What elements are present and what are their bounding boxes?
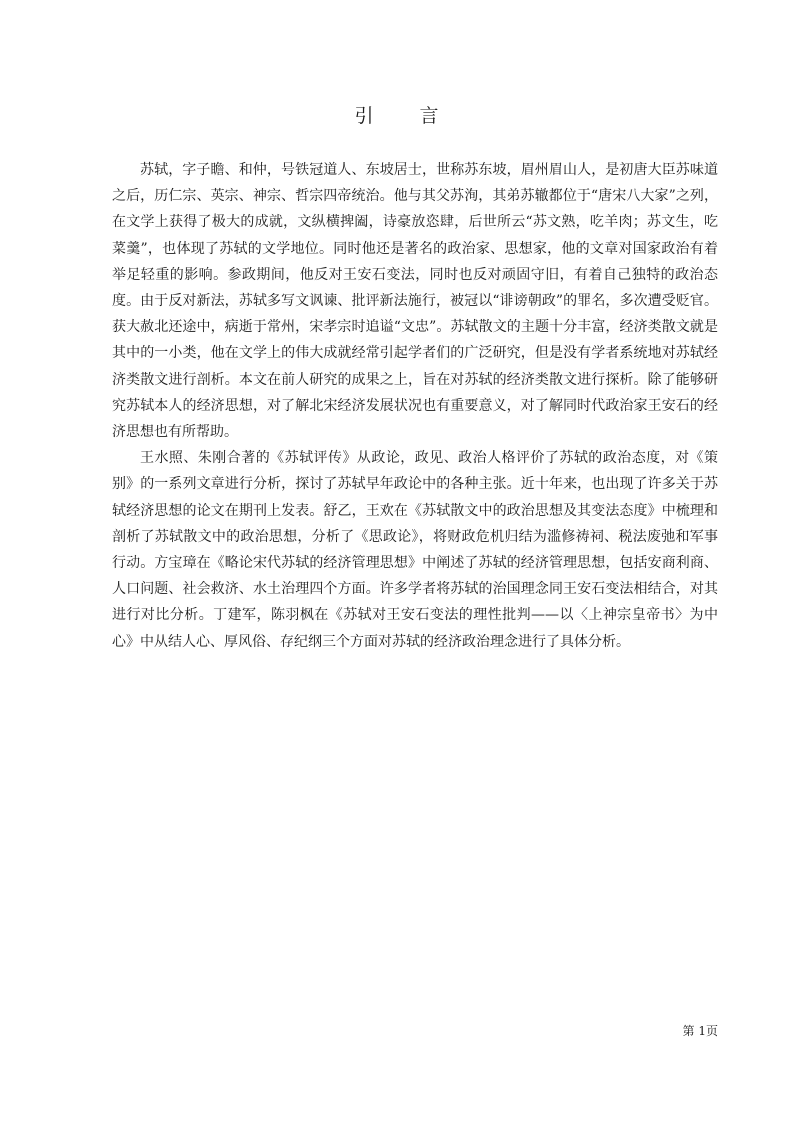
- paragraph-1: 苏轼，字子瞻、和仲，号铁冠道人、东坡居士，世称苏东坡，眉州眉山人，是初唐大臣苏味道之后，历仁宗、英宗、神宗、哲宗四帝统治。他与其父苏洵，其弟苏辙都位于“唐宋八大家”之列，在文学上获得了极大的成就，文纵横捭阖，诗豪放恣肆，后世所云“苏文熟，吃羊肉；苏文生，吃菜羹”，也体现了苏轼的文学地位。同时他还是著名的政治家、思想家，他的文章对国家政治有着举足轻重的影响。参政期间，他反对王安石变法，同时也反对顽固守旧，有着自己独特的政治态度。由于反对新法，苏轼多写文讽谏、批评新法施行，被冠以“诽谤朝政”的罪名，多次遭受贬官。获大赦北还途中，病逝于常州，宋孝宗时追谥“文忠”。苏轼散文的主题十分丰富，经济类散文就是其中的一小类，他在文学上的伟大成就经常引起学者们的广泛研究，但是没有学者系统地对苏轼经济类散文进行剖析。本文在前人研究的成果之上，旨在对苏轼的经济类散文进行探析。除了能够研究苏轼本人的经济思想，对了解北宋经济发展状况也有重要意义，对了解同时代政治家王安石的经济思想也有所帮助。: [112, 162, 718, 441]
- page-number: 第 1页: [682, 1024, 718, 1038]
- body-text: [112, 157, 718, 655]
- paragraph-2: 王水照、朱刚合著的《苏轼评传》从政论，政见、政治人格评价了苏轼的政治态度，对《策别》的一系列文章进行分析，探讨了苏轼早年政论中的各种主张。近十年来，也出现了许多关于苏轼经济思想的论文在期刊上发表。舒乙，王欢在《苏轼散文中的政治思想及其变法态度》中梳理和剖析了苏轼散文中的政治思想，分析了《思政论》，将财政危机归结为滥修祷祠、税法废弛和军事行动。方宝璋在《略论宋代苏轼的经济管理思想》中阐述了苏轼的经济管理思想，包括安商利商、人口问题、社会救济、水土治理四个方面。许多学者将苏轼的治国理念同王安石变法相结合，对其进行对比分析。丁建军，陈羽枫在《苏轼对王安石变法的理性批判——以〈上神宗皇帝书〉为中心》中从结人心、厚风俗、存纪纲三个方面对苏轼的经济政治理念进行了具体分析。: [112, 450, 718, 650]
- page-title: 引 言: [354, 105, 459, 127]
